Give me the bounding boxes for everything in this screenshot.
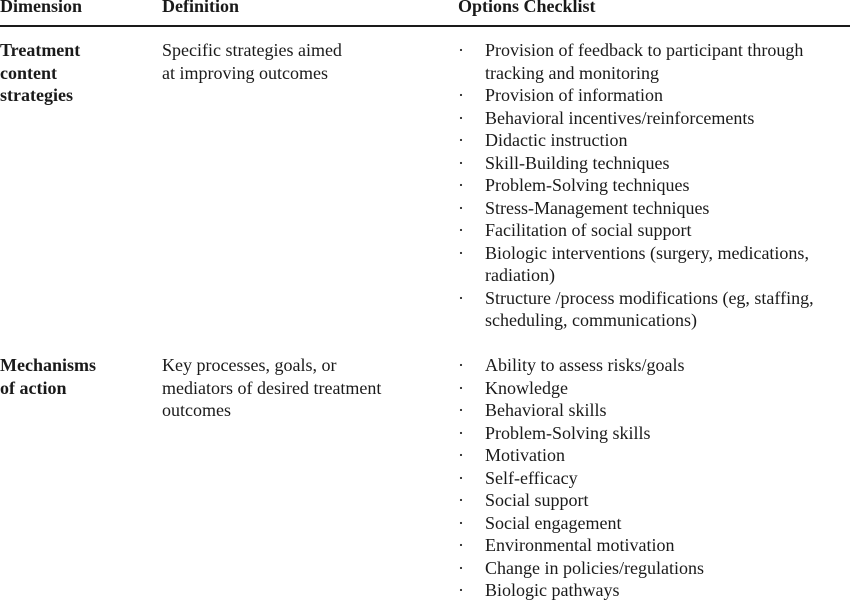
bullet-icon: ·	[458, 355, 464, 375]
option-text: Change in policies/regulations	[485, 557, 704, 578]
list-item	[458, 399, 850, 422]
list-item	[458, 489, 850, 512]
option-text: Behavioral incentives/reinforcements	[485, 107, 755, 128]
option-text: Biologic pathways	[485, 580, 620, 600]
definition-text: at improving outcomes	[162, 62, 328, 83]
list-item	[458, 287, 850, 332]
list-item	[458, 512, 850, 535]
dimension-text: Mechanisms	[0, 355, 96, 375]
bullet-icon: ·	[458, 287, 464, 308]
list-item	[458, 444, 850, 467]
list-item	[458, 242, 850, 287]
definition-text: mediators of desired treatment	[162, 377, 382, 398]
option-text: Behavioral skills	[485, 400, 607, 420]
bullet-icon: ·	[458, 535, 464, 555]
bullet-icon: ·	[458, 445, 464, 465]
bullet-icon: ·	[458, 175, 464, 195]
dimension-text: of action	[0, 377, 67, 398]
bullet-icon: ·	[458, 377, 464, 398]
header-definition: Definition	[162, 0, 240, 16]
option-text: scheduling, communications)	[485, 310, 697, 330]
definition-cell	[162, 354, 442, 422]
list-item	[458, 152, 850, 175]
list-item	[458, 354, 850, 377]
bullet-icon: ·	[458, 107, 464, 128]
dimension-text: Treatment	[0, 40, 81, 60]
list-item	[458, 219, 850, 242]
option-text: Problem-Solving skills	[485, 422, 651, 443]
option-text: Biologic interventions (surgery, medications,	[485, 242, 809, 263]
list-item	[458, 107, 850, 130]
dimension-cell	[0, 39, 150, 107]
dimension-cell	[0, 354, 150, 399]
header-options-checklist: Options Checklist	[458, 0, 596, 16]
option-text: Problem-Solving techniques	[485, 175, 690, 195]
option-text: Ability to assess risks/goals	[485, 355, 685, 375]
option-text: tracking and monitoring	[485, 62, 659, 83]
bullet-icon: ·	[458, 242, 464, 263]
option-text: Provision of feedback to participant through	[485, 40, 804, 60]
bullet-icon: ·	[458, 152, 464, 173]
bullet-icon: ·	[458, 85, 464, 105]
option-text: Facilitation of social support	[485, 220, 692, 240]
list-item	[458, 467, 850, 490]
dimension-text: content	[0, 62, 57, 83]
option-text: Stress-Management techniques	[485, 197, 710, 218]
bullet-icon: ·	[458, 130, 464, 150]
bullet-icon: ·	[458, 467, 464, 488]
list-item	[458, 197, 850, 220]
options-checklist	[458, 39, 850, 332]
list-item	[458, 377, 850, 400]
option-text: Environmental motivation	[485, 535, 675, 555]
option-text: Self-efficacy	[485, 467, 578, 488]
table-header	[0, 0, 850, 27]
bullet-icon: ·	[458, 400, 464, 420]
bullet-icon: ·	[458, 197, 464, 218]
option-text: Provision of information	[485, 85, 663, 105]
bullet-icon: ·	[458, 220, 464, 240]
option-text: Social support	[485, 490, 589, 510]
bullet-icon: ·	[458, 490, 464, 510]
definition-text: outcomes	[162, 400, 231, 420]
options-checklist	[458, 354, 850, 602]
option-text: Knowledge	[485, 377, 568, 398]
list-item	[458, 129, 850, 152]
list-item	[458, 579, 850, 602]
dimension-text: strategies	[0, 85, 73, 105]
option-text: Motivation	[485, 445, 565, 465]
header-dimension: Dimension	[0, 0, 83, 16]
list-item	[458, 84, 850, 107]
option-text: Structure /process modifications (eg, staffing,	[485, 287, 814, 308]
bullet-icon: ·	[458, 512, 464, 533]
bullet-icon: ·	[458, 557, 464, 578]
option-text: Social engagement	[485, 512, 622, 533]
option-text: Didactic instruction	[485, 130, 628, 150]
list-item	[458, 422, 850, 445]
list-item	[458, 557, 850, 580]
bullet-icon: ·	[458, 40, 464, 60]
definition-text: Key processes, goals, or	[162, 355, 337, 375]
list-item	[458, 39, 850, 84]
definition-text: Specific strategies aimed	[162, 40, 342, 60]
list-item	[458, 534, 850, 557]
list-item	[458, 174, 850, 197]
bullet-icon: ·	[458, 580, 464, 600]
definition-cell	[162, 39, 442, 84]
option-text: radiation)	[485, 265, 555, 285]
option-text: Skill-Building techniques	[485, 152, 670, 173]
bullet-icon: ·	[458, 422, 464, 443]
